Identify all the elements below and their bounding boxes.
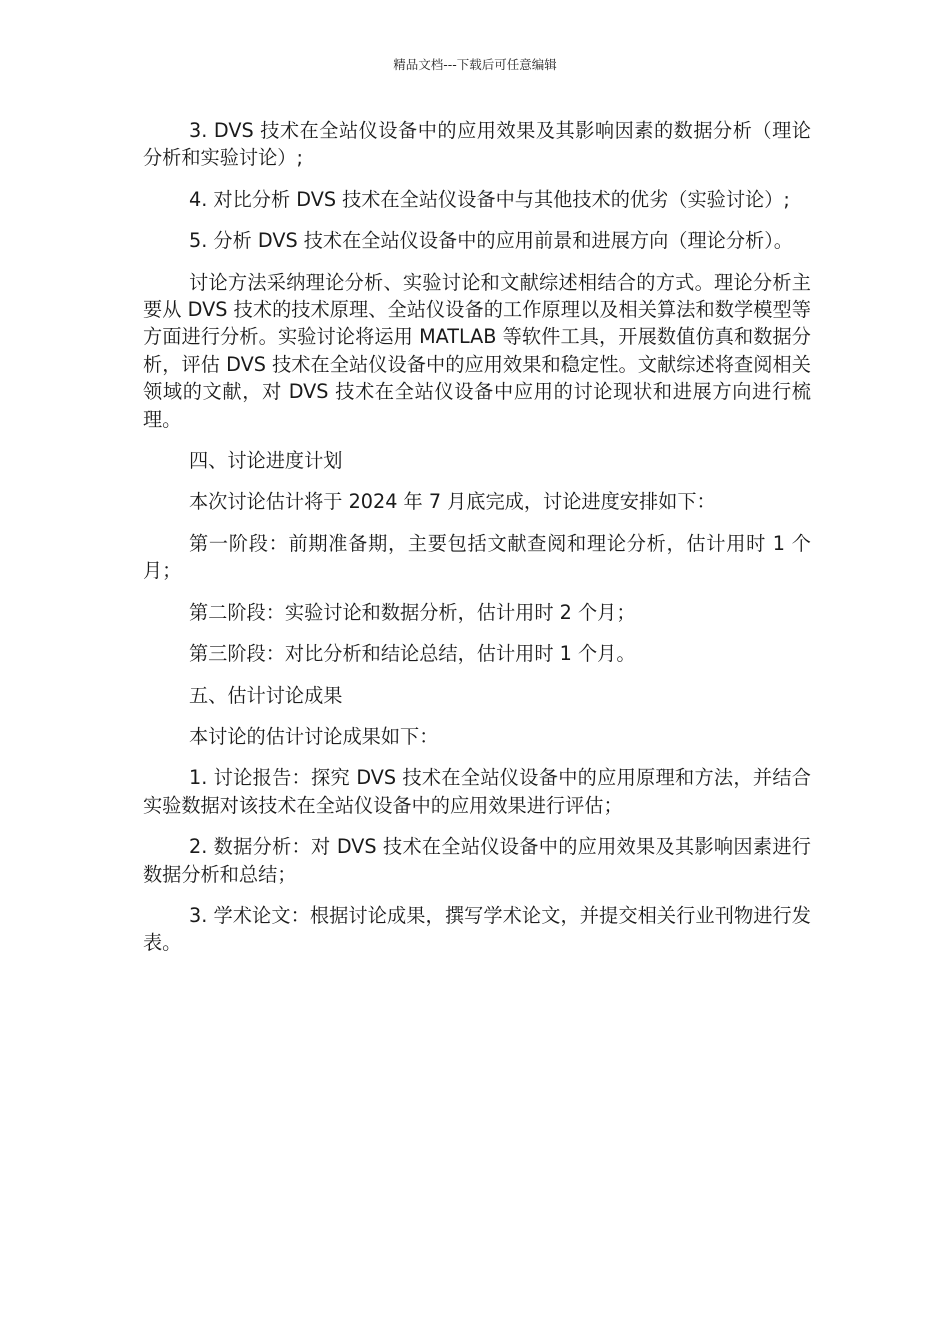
schedule-intro: 本次讨论估计将于 2024 年 7 月底完成，讨论进度安排如下： xyxy=(189,490,716,514)
results-intro: 本讨论的估计讨论成果如下： xyxy=(189,724,439,748)
section-heading-schedule: 四、讨论进度计划 xyxy=(189,449,343,473)
methods-paragraph: 讨论方法采纳理论分析、实验讨论和文献综述相结合的方式。理论分析主要从 DVS 技术的技术原理、全站仪设备的工作原理以及相关算法和数学模型等方面进行分析。实验讨论将运用 MATLAB 等软件工具，开展数值仿真和数据分析，评估 DVS 技术在全站仪设备中的应用效果和稳定性。文献综述将查阅相关领域的文献，对 DVS 技术在全站仪设备中应用的讨论现状和进展方向进行梳理。 xyxy=(143,270,811,431)
section-heading-results: 五、估计讨论成果 xyxy=(189,683,343,707)
list-item-5: 5. 分析 DVS 技术在全站仪设备中的应用前景和进展方向（理论分析）。 xyxy=(189,229,793,253)
list-item-3: 3. DVS 技术在全站仪设备中的应用效果及其影响因素的数据分析（理论分析和实验讨论）; xyxy=(143,119,811,170)
schedule-phase-1: 第一阶段：前期准备期，主要包括文献查阅和理论分析，估计用时 1 个月； xyxy=(143,531,811,583)
page-header: 精品文档---下载后可任意编辑 xyxy=(393,57,557,72)
schedule-phase-3: 第三阶段：对比分析和结论总结，估计用时 1 个月。 xyxy=(189,642,636,666)
result-item-3: 3. 学术论文：根据讨论成果，撰写学术论文，并提交相关行业刊物进行发表。 xyxy=(143,903,811,955)
schedule-phase-2: 第二阶段：实验讨论和数据分析，估计用时 2 个月； xyxy=(189,600,636,624)
list-item-4: 4. 对比分析 DVS 技术在全站仪设备中与其他技术的优劣（实验讨论）; xyxy=(189,187,790,211)
result-item-2: 2. 数据分析：对 DVS 技术在全站仪设备中的应用效果及其影响因素进行数据分析和总结； xyxy=(143,835,811,886)
result-item-1: 1. 讨论报告：探究 DVS 技术在全站仪设备中的应用原理和方法，并结合实验数据对该技术在全站仪设备中的应用效果进行评估； xyxy=(143,766,811,817)
document-body xyxy=(143,117,811,971)
